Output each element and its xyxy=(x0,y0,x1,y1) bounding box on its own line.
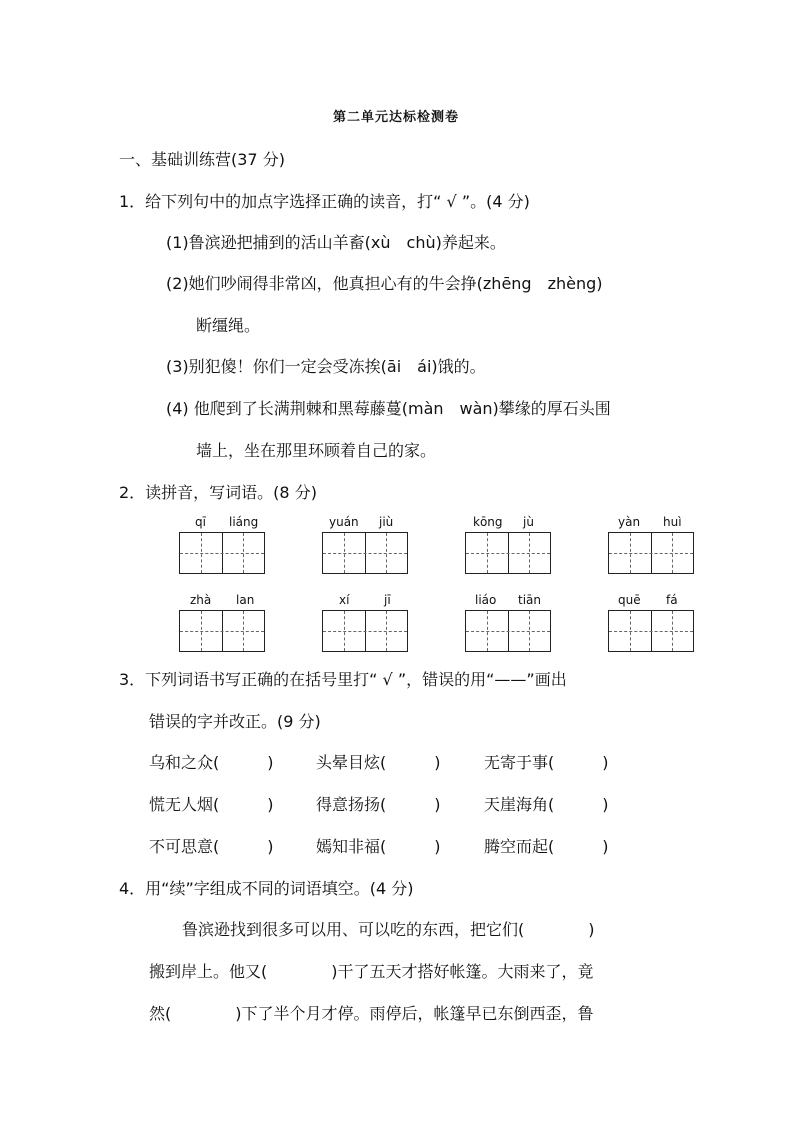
writing-grid[interactable] xyxy=(608,532,694,574)
pinyin: xí xyxy=(339,593,350,607)
word-item: 无寄于事( ) xyxy=(484,753,609,772)
pinyin: jiù xyxy=(379,515,394,529)
pinyin: qī xyxy=(195,515,206,529)
question-4-passage-line: 搬到岸上。他又( )干了五天才搭好帐篷。大雨来了，竟 xyxy=(149,962,594,981)
writing-grid[interactable] xyxy=(322,610,408,652)
word-item: 慌无人烟( ) xyxy=(149,795,274,814)
pinyin: fá xyxy=(666,593,678,607)
section-heading: 一、基础训练营(37 分) xyxy=(119,150,285,169)
pinyin: tiān xyxy=(518,593,541,607)
word-item: 得意扬扬( ) xyxy=(316,795,441,814)
question-1-item-4: (4) 他爬到了长满荆棘和黑莓藤蔓(màn wàn)攀缘的厚石头围 xyxy=(166,399,611,418)
writing-grid[interactable] xyxy=(179,532,265,574)
question-2-stem: 2．读拼音，写词语。(8 分) xyxy=(119,483,317,502)
question-4-passage-line: 鲁滨逊找到很多可以用、可以吃的东西，把它们( ) xyxy=(182,920,595,939)
pinyin: lan xyxy=(236,593,255,607)
writing-grid[interactable] xyxy=(322,532,408,574)
pinyin: jù xyxy=(523,515,534,529)
pinyin: kōng xyxy=(473,515,503,529)
pinyin: huì xyxy=(663,515,682,529)
pinyin: yàn xyxy=(618,515,641,529)
word-item: 头晕目炫( ) xyxy=(316,753,441,772)
question-1-item-3: (3)别犯傻！你们一定会受冻挨(āi ái)饿的。 xyxy=(166,357,486,376)
question-4-passage-line: 然( )下了半个月才停。雨停后，帐篷早已东倒西歪，鲁 xyxy=(149,1004,594,1023)
question-3-stem: 3．下列词语书写正确的在括号里打“ √ ”，错误的用“——”画出 xyxy=(119,670,567,689)
pinyin: jī xyxy=(384,593,391,607)
writing-grid[interactable] xyxy=(465,532,551,574)
question-4-stem: 4．用“续”字组成不同的词语填空。(4 分) xyxy=(119,879,414,898)
word-item: 嫣知非福( ) xyxy=(316,837,441,856)
question-1-item-2: (2)她们吵闹得非常凶，他真担心有的牛会挣(zhēng zhèng) xyxy=(166,274,603,293)
question-1-item-1: (1)鲁滨逊把捕到的活山羊畜(xù chù)养起来。 xyxy=(166,233,506,252)
word-item: 天崖海角( ) xyxy=(484,795,609,814)
pinyin: yuán xyxy=(329,515,359,529)
word-item: 乌和之众( ) xyxy=(149,753,274,772)
writing-grid[interactable] xyxy=(179,610,265,652)
word-item: 腾空而起( ) xyxy=(484,837,609,856)
page-title: 第二单元达标检测卷 xyxy=(333,110,460,125)
pinyin: liáo xyxy=(475,593,497,607)
pinyin: quē xyxy=(618,593,641,607)
question-1-item-2-cont: 断缰绳。 xyxy=(196,316,261,335)
writing-grid[interactable] xyxy=(465,610,551,652)
pinyin: liáng xyxy=(229,515,259,529)
word-item: 不可思意( ) xyxy=(149,837,274,856)
writing-grid[interactable] xyxy=(608,610,694,652)
question-1-stem: 1．给下列句中的加点字选择正确的读音，打“ √ ”。(4 分) xyxy=(119,192,530,211)
question-1-item-4-cont: 墙上，坐在那里环顾着自己的家。 xyxy=(196,441,437,460)
question-3-stem-cont: 错误的字并改正。(9 分) xyxy=(149,712,321,731)
pinyin: zhà xyxy=(190,593,212,607)
